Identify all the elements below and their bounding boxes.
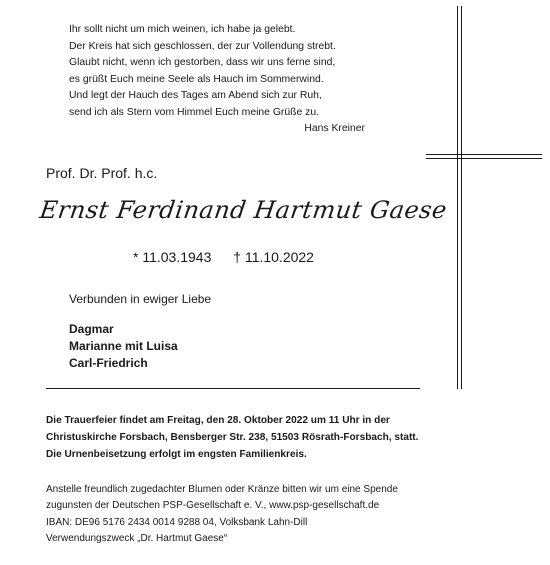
deceased-name: Ernst Ferdinand Hartmut Gaese [38,196,449,224]
death-date: † 11.10.2022 [233,249,314,265]
service-line: Die Trauerfeier findet am Freitag, den 28. Oktober 2022 um 11 Uhr in der [46,415,390,426]
cross-horizontal-line [426,158,542,159]
donation-line: zugunsten der Deutschen PSP-Gesellschaft e. V., www.psp-gesellschaft.de [46,500,380,512]
funeral-service-info [46,413,418,463]
cross-vertical-line [457,6,458,389]
section-divider [46,388,420,389]
poem-line: send ich als Stern vom Himmel Euch meine Grüße zu. [69,106,320,118]
cross-vertical-line [461,6,462,389]
mourner-name: Carl-Friedrich [69,356,148,370]
poem-line: es grüßt Euch meine Seele als Hauch im Sommerwind. [69,73,324,85]
poem-line: Glaubt nicht, wenn ich gestorben, dass wir uns ferne sind, [69,57,336,68]
poem-line: Ihr sollt nicht um mich weinen, ich habe ja gelebt. [69,24,296,35]
mourner-name: Marianne mit Luisa [69,339,178,353]
service-line: Christuskirche Forsbach, Bensberger Str. 238, 51503 Rösrath-Forsbach, statt. [46,431,419,443]
donation-line: Anstelle freundlich zugedachter Blumen oder Kränze bitten wir um eine Spende [46,484,398,495]
poem-line: Und legt der Hauch des Tages am Abend sich zur Ruh, [69,90,322,101]
mourners-intro: Verbunden in ewiger Liebe [69,292,212,306]
birth-date: * 11.03.1943 [133,249,212,265]
donation-line: IBAN: DE96 5176 2434 0014 9288 04, Volksbank Lahn-Dill [46,516,308,528]
memorial-poem [69,22,369,138]
mourner-name: Dagmar [69,322,114,336]
life-dates [133,249,314,265]
service-line: Die Urnenbeisetzung erfolgt im engsten Familienkreis. [46,448,307,460]
academic-title: Prof. Dr. Prof. h.c. [46,165,158,181]
donation-info [46,482,398,547]
mourners-list [69,321,178,372]
poem-line: Der Kreis hat sich geschlossen, der zur Vollendung strebt. [69,40,336,52]
cross-horizontal-line [426,154,542,155]
poem-author: Hans Kreiner [304,123,365,134]
donation-line: Verwendungszweck „Dr. Hartmut Gaese“ [46,532,228,544]
